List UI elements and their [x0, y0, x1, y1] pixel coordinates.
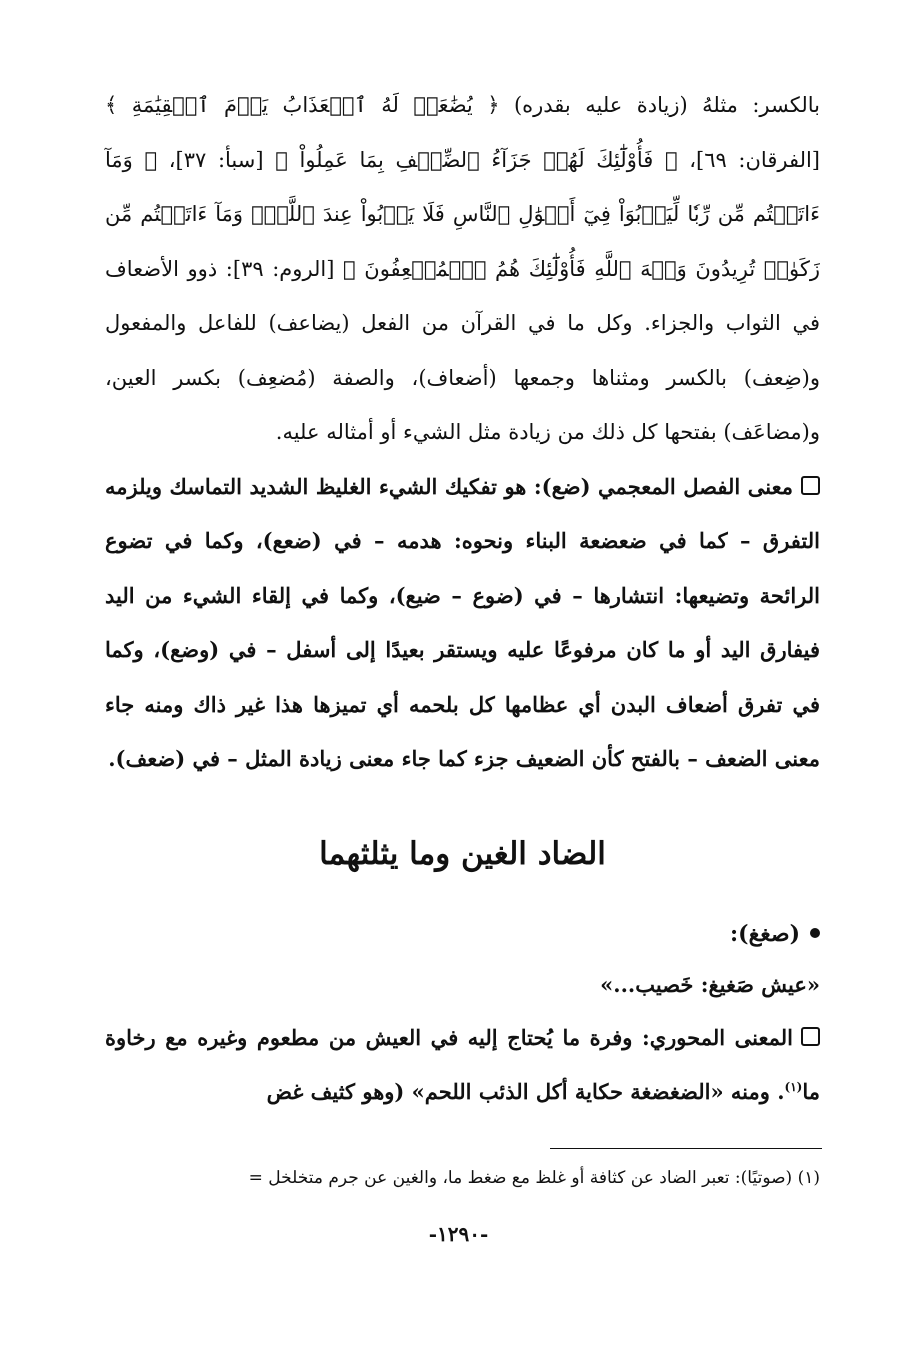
paragraph-core-meaning: [105, 1011, 820, 1120]
entry-title-text: (صغغ):: [730, 920, 800, 947]
entry-title: [105, 907, 820, 961]
footnote: (١) (صوتيًا): تعبر الضاد عن كثافة أو غلظ مع ضغط ما، والغين عن جرم متخلخل =: [248, 1168, 820, 1188]
paragraph-quran-citations: بالكسر: مثلهُ (زيادة عليه بقدره) ﴿ يُضَٰعَفۡ لَهُ ٱلۡعَذَابُ يَوۡمَ ٱلۡقِيَٰمَةِ ﴾ [الفرقان: ٦٩]، ﴿ فَأُوْلَٰٓئِكَ لَهُمۡ جَزَآءُ ٱلضِّعۡفِ بِمَا عَمِلُواْ ﴾ [سبأ: ٣٧]، ﴿ وَمَآ ءَاتَيۡتُم مِّن رِّبٗا لِّيَرۡبُوَاْ فِيٓ أَمۡوَٰلِ ٱلنَّاسِ فَلَا يَرۡبُواْ عِندَ ٱللَّهِۖ وَمَآ ءَاتَيۡتُم مِّن زَكَوٰةٖ تُرِيدُونَ وَجۡهَ ٱللَّهِ فَأُوْلَٰٓئِكَ هُمُ ٱلۡمُضۡعِفُونَ ﴾ [الروم: ٣٩]: ذوو الأضعاف في الثواب والجزاء. وكل ما في القرآن من الفعل (يضاعف) للفاعل والمفعول و(ضِعف) بالكسر ومثناها وجمعها (أضعاف)، والصفة (مُضعِف) بكسر العين، و(مضاعَف) بفتحها كل ذلك من زيادة مثل الشيء أو أمثاله عليه.: [105, 93, 820, 444]
square-bullet-icon: [801, 476, 820, 495]
paragraph-lexical-meaning: [105, 460, 820, 787]
footnote-reference[interactable]: (١): [784, 1080, 803, 1094]
bullet-icon: [810, 928, 820, 938]
paragraph-core-meaning-tail: . ومنه «الضغضغة حكاية أكل الذئب اللحم» (وهو كثيف غض: [266, 1079, 785, 1104]
page-number: -١٢٩٠-: [428, 1222, 489, 1246]
entry-quote: «عيش صَغيغ: خَصيب...»: [600, 971, 820, 997]
section-heading: الضاد الغين وما يثلثهما: [319, 835, 606, 872]
page-body: [105, 78, 820, 1120]
paragraph-lexical-meaning-text: معنى الفصل المعجمي (ضع): هو تفكيك الشيء الغليظ الشديد التماسك ويلزمه التفرق – كما في ضعضعة البناء ونحوه: هدمه – في (ضعع)، وكما في تضوع الرائحة وتضيعها: انتشارها – في (ضوع – ضيع)، وكما في إلقاء الشيء من اليد فيفارق اليد أو ما كان مرفوعًا عليه ويستقر بعيدًا إلى أسفل – في (وضع)، وكما في تفرق أضعاف البدن أي عظامها كل بلحمه أي تميزها هذا غير ذاك ومنه جاء معنى الضعف – بالفتح كأن الضعيف جزء كما جاء معنى زيادة المثل – في (ضعف).: [105, 473, 820, 771]
footnote-divider: [550, 1148, 822, 1149]
paragraph-core-meaning-text: المعنى المحوري: وفرة ما يُحتاج إليه في العيش من مطعوم وغيره مع رخاوة ما: [105, 1024, 820, 1104]
square-bullet-icon: [801, 1027, 820, 1046]
